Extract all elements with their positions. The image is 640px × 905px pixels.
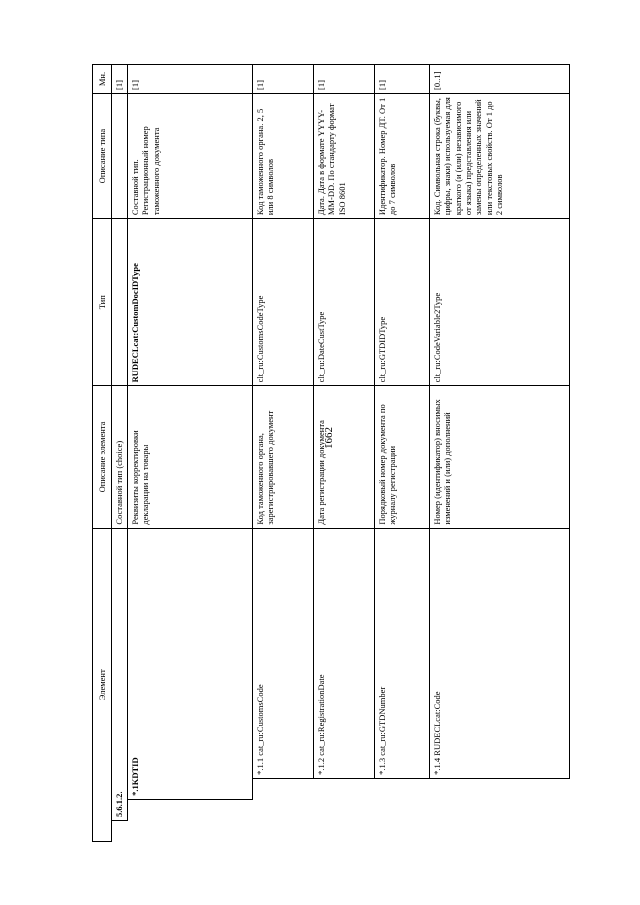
indent-cell bbox=[430, 778, 570, 799]
type-cell: clt_ru:DateCustType bbox=[314, 219, 375, 386]
element-desc-cell: Код таможенного органа, зарегистрировавшего документ bbox=[253, 386, 314, 528]
element-cell bbox=[128, 528, 253, 799]
indent-cell bbox=[430, 820, 570, 841]
header-row bbox=[93, 65, 112, 842]
mn-cell: [1] bbox=[253, 65, 314, 94]
section-row bbox=[112, 65, 128, 842]
section-mn: [1] bbox=[112, 65, 128, 94]
page-number: 1662 bbox=[323, 427, 335, 449]
element-name: KDTID bbox=[130, 757, 140, 786]
indent-cell bbox=[375, 820, 430, 841]
section-number: 5.6.1.2. bbox=[112, 528, 128, 820]
element-desc-cell: Дата регистрации документа bbox=[314, 386, 375, 528]
indent-cell bbox=[314, 799, 375, 820]
element-name: cat_ru:CustomsCode bbox=[255, 684, 265, 756]
type-desc-cell: Идентификатор. Номер ДТ. От 1 до 7 символов bbox=[375, 94, 430, 219]
type-cell: clt_ru:CustomsCodeType bbox=[253, 219, 314, 386]
table-row bbox=[430, 65, 570, 842]
type-cell: clt_ru:GTDIDType bbox=[375, 219, 430, 386]
type-desc-cell: Дата. Дата в формате YYYY-MM-DD. По стандарту формат ISO 8601 bbox=[314, 94, 375, 219]
indent-cell bbox=[128, 820, 253, 841]
indent-cell bbox=[253, 799, 314, 820]
elements-table bbox=[92, 64, 570, 842]
element-desc-cell: Номер (идентификатор) вносимых изменений и (или) дополнений bbox=[430, 386, 570, 528]
table-row bbox=[128, 65, 253, 842]
row-number: *.1.1 bbox=[255, 757, 265, 775]
row-number: *.1.4 bbox=[432, 757, 442, 775]
type-cell: clt_ru:CodeVariable2Type bbox=[430, 219, 570, 386]
indent-cell bbox=[314, 820, 375, 841]
indent-cell bbox=[430, 799, 570, 820]
row-number: *.1.2 bbox=[316, 757, 326, 775]
header-element-desc: Описание элемента bbox=[93, 386, 112, 528]
element-cell bbox=[430, 528, 570, 778]
section-type bbox=[112, 219, 128, 386]
header-type-desc: Описание типа bbox=[93, 94, 112, 219]
indent-cell bbox=[314, 778, 375, 799]
mn-cell: [0..1] bbox=[430, 65, 570, 94]
row-number: *.1.3 bbox=[377, 757, 387, 775]
indent-cell bbox=[128, 799, 253, 820]
section-type-desc bbox=[112, 94, 128, 219]
element-name: RUDECLcat:Code bbox=[432, 691, 442, 756]
table-row bbox=[314, 65, 375, 842]
header-mn: Мн. bbox=[93, 65, 112, 94]
indent-cell bbox=[253, 820, 314, 841]
element-cell bbox=[253, 528, 314, 778]
header-element: Элемент bbox=[93, 528, 112, 841]
section-element-desc: Составной тип (choice) bbox=[112, 386, 128, 528]
element-name: cat_ru:RegistrationDate bbox=[316, 674, 326, 756]
type-desc-cell: Составной тип. Регистрационный номер таможенного документа bbox=[128, 94, 253, 219]
mn-cell: [1] bbox=[314, 65, 375, 94]
table-row bbox=[375, 65, 430, 842]
mn-cell: [1] bbox=[128, 65, 253, 94]
type-desc-cell: Код. Символьная строка (буквы, цифры, знаки) используемая для краткого (и (или) независимого от языка) представления или замены определенных значений или текстовых свойств. От 1 до 2 символов bbox=[430, 94, 570, 219]
indent-cell bbox=[253, 778, 314, 799]
indent-cell bbox=[375, 799, 430, 820]
element-cell bbox=[375, 528, 430, 778]
element-name: cat_ru:GTDNumber bbox=[377, 686, 387, 756]
header-type: Тип bbox=[93, 219, 112, 386]
element-cell bbox=[314, 528, 375, 778]
indent-cell bbox=[112, 820, 128, 841]
indent-cell bbox=[375, 778, 430, 799]
type-desc-cell: Код таможенного органа. 2, 5 или 8 символов bbox=[253, 94, 314, 219]
table-row bbox=[253, 65, 314, 842]
rotated-table-container bbox=[92, 64, 624, 842]
type-cell: RUDECLcat:CustomDocIDType bbox=[128, 219, 253, 386]
element-desc-cell: Реквизиты корректировки декларации на товары bbox=[128, 386, 253, 528]
element-desc-cell: Порядковый номер документа по журналу регистрации bbox=[375, 386, 430, 528]
row-number: *.1 bbox=[130, 785, 140, 796]
mn-cell: [1] bbox=[375, 65, 430, 94]
